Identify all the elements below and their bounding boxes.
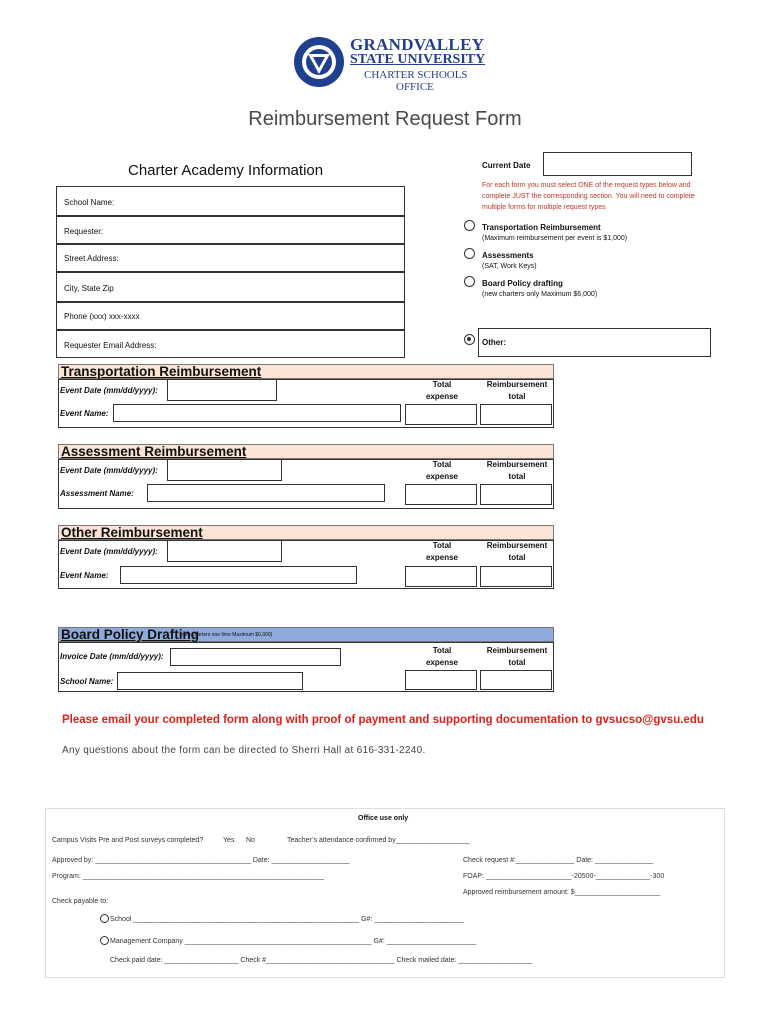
mgmt-company-radio[interactable] [100,936,109,945]
requester-field[interactable] [56,216,405,244]
board-total-header: Total expense [425,646,459,667]
city-state-zip-label: City, State Zip [64,284,114,293]
current-date-input[interactable] [543,152,692,176]
board-policy-radio[interactable] [464,276,475,287]
board-name-label: School Name: [60,677,114,686]
other-total-header: Total expense [425,541,459,562]
other-date-input[interactable] [167,540,282,562]
school-payee-line: School __________________________________________________________ G#: _______________________ [110,916,464,923]
school-name-label: School Name: [64,198,115,207]
street-address-label: Street Address: [64,254,119,263]
other-input[interactable] [478,328,711,357]
board-name-input[interactable] [117,672,303,690]
board-section-title: Board Policy Drafting [61,627,200,642]
transportation-name-label: Event Name: [60,409,109,418]
approved-by-line: Approved by: ________________________________________ Date: ____________________ [52,857,350,864]
instructions-line-2: complete JUST the corresponding section. You will need to complete [482,193,695,200]
check-payable-label: Check payable to: [52,898,109,905]
transportation-date-label: Event Date (mm/dd/yyyy): [60,386,158,395]
other-reimb-input[interactable] [480,566,552,587]
transportation-reimb-header: Reimbursement total [486,380,548,401]
school-payee-radio[interactable] [100,914,109,923]
campus-yes[interactable]: Yes [223,837,235,844]
phone-label: Phone (xxx) xxx-xxxx [64,312,140,321]
logo-charter-schools: CHARTER SCHOOLS [364,69,468,81]
other-section-header [58,525,554,540]
board-reimb-header: Reimbursement total [486,646,548,667]
transportation-total-input[interactable] [405,404,477,425]
transportation-section-header [58,364,554,379]
assessments-radio[interactable] [464,248,475,259]
transportation-section-title: Transportation Reimbursement [61,364,262,379]
logo-grand-valley: GRANDVALLEY [350,35,485,54]
assessment-total-input[interactable] [405,484,477,505]
transportation-date-input[interactable] [167,379,277,401]
mgmt-company-line: Management Company ________________________________________________ G#: _______________________ [110,938,477,945]
office-use-title: Office use only [358,815,409,822]
page-title: Reimbursement Request Form [248,108,522,130]
assessment-date-input[interactable] [167,459,282,481]
approved-amount-line: Approved reimbursement amount: $______________________ [463,889,661,896]
assessment-total-header: Total expense [425,460,459,481]
assessment-name-input[interactable] [147,484,385,502]
assessment-section-header [58,444,554,459]
program-line: Program: ______________________________________________________________ [52,873,325,880]
board-section-subtitle: (new charters one time Maximum $6,000) [180,632,273,638]
assessment-reimb-header: Reimbursement total [486,460,548,481]
requester-label: Requester: [64,227,104,236]
check-dates-line: Check paid date: ___________________ Check #_________________________________ Check mailed date: ___________________ [110,957,533,964]
other-name-input[interactable] [120,566,357,584]
campus-no[interactable]: No [246,837,255,844]
assessment-section-title: Assessment Reimbursement [61,444,247,459]
instructions-line-1: For each form you must select ONE of the request types below and [482,182,691,189]
transportation-option-label: Transportation Reimbursement [482,223,601,232]
board-policy-option-note: (new charters only Maximum $6,000) [482,291,598,298]
other-total-input[interactable] [405,566,477,587]
board-policy-option-label: Board Policy drafting [482,279,563,288]
transportation-option-note: (Maximum reimbursement per event is $1,000) [482,235,628,242]
check-request-line: Check request #:_______________ Date: _______________ [463,857,654,864]
logo-state-university: STATE UNIVERSITY [350,52,486,67]
foap-line: FOAP: ______________________-20500-______________-300 [463,873,665,880]
assessment-date-label: Event Date (mm/dd/yyyy): [60,466,158,475]
board-total-input[interactable] [405,670,477,690]
current-date-label: Current Date [482,161,531,170]
requester-email-label: Requester Email Address: [64,341,157,350]
assessment-reimb-input[interactable] [480,484,552,505]
assessments-option-note: (SAT, Work Keys) [482,263,537,270]
other-section-title: Other Reimbursement [61,525,203,540]
board-reimb-input[interactable] [480,670,552,690]
instructions-line-3: multiple forms for multiple request types [482,204,606,211]
transportation-reimb-input[interactable] [480,404,552,425]
other-date-label: Event Date (mm/dd/yyyy): [60,547,158,556]
campus-visits-question: Campus Visits Pre and Post surveys completed? [52,837,204,844]
board-date-label: Invoice Date (mm/dd/yyyy): [60,652,164,661]
other-option-label: Other: [482,338,506,347]
transportation-total-header: Total expense [425,380,459,401]
transportation-name-input[interactable] [113,404,401,422]
assessment-name-label: Assessment Name: [60,489,134,498]
questions-contact: Any questions about the form can be directed to Sherri Hall at 616-331-2240. [62,745,426,756]
other-radio[interactable] [464,334,475,345]
board-date-input[interactable] [170,648,341,666]
teacher-attendance: Teacher’s attendance confirmed by___________________ [287,837,470,844]
assessments-option-label: Assessments [482,251,534,260]
other-name-label: Event Name: [60,571,109,580]
other-reimb-header: Reimbursement total [486,541,548,562]
transportation-radio[interactable] [464,220,475,231]
logo-office: OFFICE [396,81,434,93]
email-notice: Please email your completed form along with proof of payment and supporting documentation to gvsucso@gvsu.edu [62,714,704,726]
academy-heading: Charter Academy Information [128,162,324,179]
gvsu-logo-emblem-icon [293,36,345,88]
board-section-header [58,627,554,642]
